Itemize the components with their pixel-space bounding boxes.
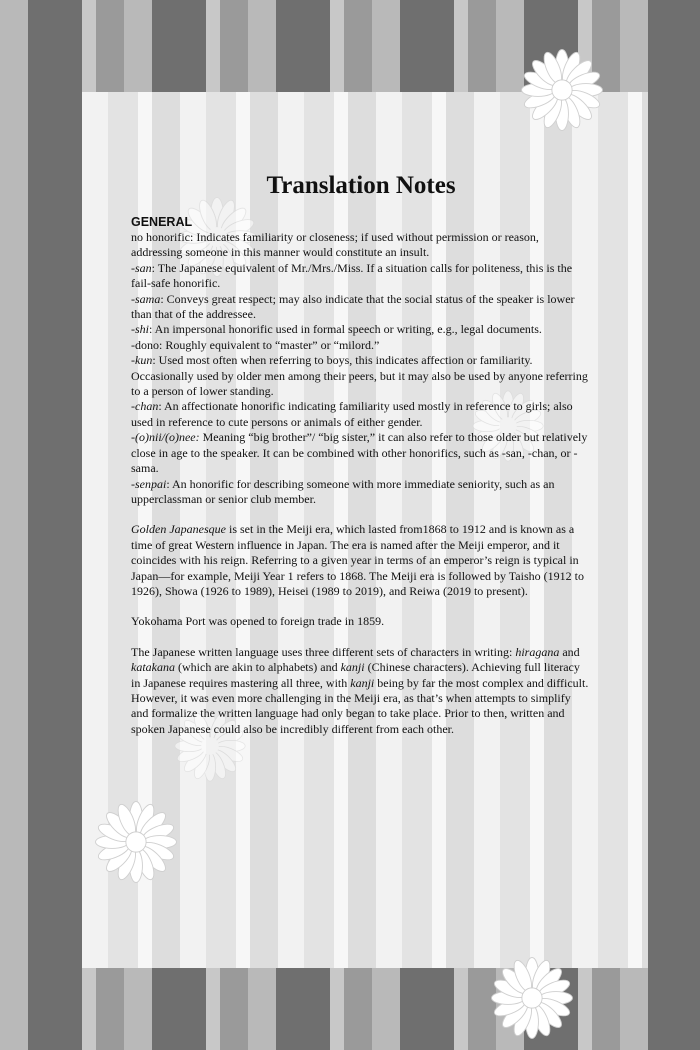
translation-notes [131, 171, 591, 737]
honorific-term: -san [131, 260, 152, 275]
honorific-definition: : An impersonal honorific used in formal speech or writing, e.g., legal documents. [149, 322, 542, 337]
paragraph-text: and [559, 644, 580, 659]
honorific-term: -shi [131, 322, 149, 337]
paragraph-spacer [131, 599, 591, 614]
honorific-definition: : Conveys great respect; may also indicate that the social status of the speaker is lower than that of the addressee. [131, 291, 575, 322]
honorific-term: -senpai [131, 476, 167, 491]
paragraph-text: (Chinese characters). Achieving full literacy in Japanese requires mastering all three, with [131, 660, 580, 690]
paragraph-text: The Japanese written language uses three different sets of characters in writing: [131, 644, 516, 659]
section-heading: GENERAL [131, 215, 193, 229]
honorific-entry [131, 399, 591, 430]
honorific-entry [131, 230, 591, 261]
chrysanthemum-icon [516, 44, 608, 136]
honorific-definition: : The Japanese equivalent of Mr./Mrs./Miss. If a situation calls for politeness, this is the fail-safe honorific. [131, 260, 573, 291]
honorific-entry [131, 292, 591, 323]
term-kanji: kanji [350, 675, 375, 690]
honorific-entry [131, 261, 591, 292]
honorific-definition: -dono: Roughly equivalent to “master” or “milord.” [131, 337, 380, 352]
honorific-term: -chan [131, 399, 159, 414]
writing-system-paragraph [131, 645, 591, 737]
honorific-entry [131, 322, 591, 337]
page-title: Translation Notes [266, 172, 456, 199]
honorific-definition: Meaning “big brother”/ “big sister,” it can also refer to those older but relatively close in age to the speaker. It can be combined with other honorifics, such as -san, -chan, or -sama. [131, 430, 588, 476]
honorific-definition: : An honorific for describing someone with more immediate seniority, such as an upperclassman or senior club member. [131, 476, 555, 506]
paragraph-spacer [131, 507, 591, 522]
chrysanthemum-icon [90, 796, 182, 888]
paragraph-spacer [131, 630, 591, 645]
book-title: Golden Japanesque [131, 522, 226, 537]
honorific-definition: : An affectionate honorific indicating familiarity used mostly in reference to girls; also used in reference to cute persons or animals of either gender. [131, 399, 573, 429]
honorific-entry [131, 338, 591, 353]
yokohama-paragraph: Yokohama Port was opened to foreign trade in 1859. [131, 614, 385, 629]
term-hiragana: hiragana [515, 644, 560, 659]
honorific-entry [131, 477, 591, 508]
honorific-term: -sama [131, 291, 161, 306]
honorific-term: -kun [131, 353, 153, 368]
meiji-era-paragraph [131, 522, 591, 599]
paragraph-text: is set in the Meiji era, which lasted from1868 to 1912 and is known as a time of great Western influence in Japan. The era is named after the Meiji emperor, and it coincides with his reign. Referring to a given year in terms of an emperor’s reign is typical in Japan—for example, Meiji Year 1 refers to 1868. The Meiji era is followed by Taisho (1912 to 1926), Showa (1926 to 1989), Heisei (1989 to 2019), and Reiwa (2019 to present). [131, 522, 584, 598]
honorific-term: -(o)nii/(o)nee: [131, 430, 200, 445]
term-katakana: katakana [131, 660, 175, 675]
paragraph-text: (which are akin to alphabets) and [175, 660, 341, 675]
honorific-entry [131, 430, 591, 476]
honorific-entry [131, 353, 591, 399]
chrysanthemum-icon [486, 952, 578, 1044]
honorific-definition: : Used most often when referring to boys, this indicates affection or familiarity. Occasionally used by older men among their peers, but it may also be used by anyone referring to a person of lower standing. [131, 353, 588, 399]
term-kanji: kanji [340, 660, 365, 675]
paragraph-text: being by far the most complex and difficult. However, it was even more challenging in the Meiji era, as that’s when attempts to simplify and formalize the written language had only began to take place. Prior to then, written and spoken Japanese could also be incredibly different from each other. [131, 675, 589, 736]
honorific-definition: no honorific: Indicates familiarity or closeness; if used without permission or reason, addressing someone in this manner would constitute an insult. [131, 230, 539, 260]
